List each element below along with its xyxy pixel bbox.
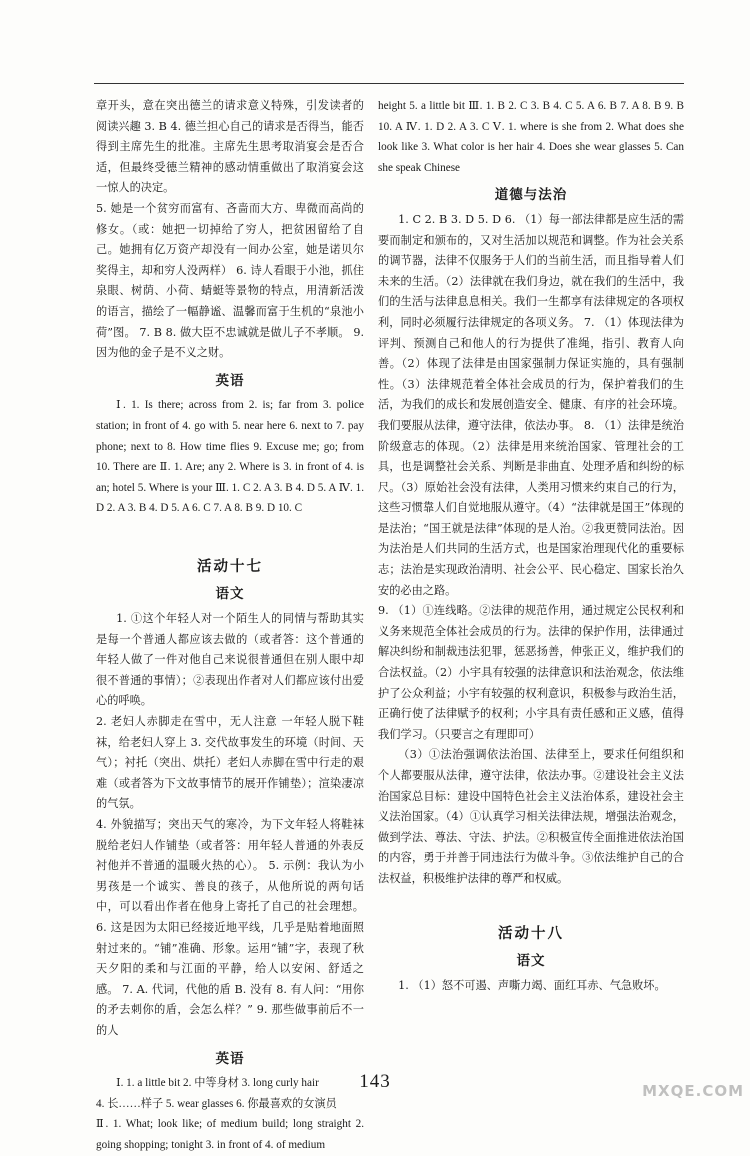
english-answers: Ⅰ. 1. a little bit 2. 中等身材 3. long curly hair [116,1077,319,1090]
english-answers: Ⅱ. 1. What; look like; of medium build; long straight 2. going shopping; tonight 3. in front of 4. of medium [96,1118,364,1151]
english-answers: height 5. a little bit Ⅲ. 1. B 2. C 3. B 4. C 5. A 6. B 7. A 8. B 9. B 10. A Ⅳ. 1. D 2. A 3. C Ⅴ. 1. where is she from 2. What does she look like 3. What color is her hair 4. Does she wear glasses 5. Can she speak Chinese [378,100,684,174]
answer-paragraph: 章开头，意在突出德兰的请求意义特殊，引发读者的阅读兴趣 3. B 4. 德兰担心自己的请求是否得当，能否得到主席先生的批准。主席先生思考取消宴会是否合适，但最终受德兰精神的感动情重做出了取消宴会这一惊人的决定。 [96,99,364,195]
section-heading-chinese: 语文 [516,953,546,970]
answer-paragraph: （3）①法治强调依法治国、法律至上，要求任何组织和个人都要服从法律，遵守法律，依法办事。②建设社会主义法治国家总目标：建设中国特色社会主义法治体系，建设社会主义法治国家。（4）①认真学习相关法律法规，增强法治观念，做到学法、尊法、守法、护法。②积极宣传全面推进依法治国的内容，勇于并善于同违法行为做斗争。③依法维护自己的合法权益，积极维护法律的尊严和权威。 [378,748,684,885]
section-heading-chinese: 语文 [215,586,245,603]
watermark-logo: MXQE.COM [642,1082,744,1100]
answer-paragraph: 1. （1）怒不可遏、声嘶力竭、面红耳赤、气急败坏。 [398,978,666,992]
english-answers: 4. 长……样子 5. wear glasses 6. 你最喜欢的女演员 [96,1097,337,1110]
answer-paragraph: 4. 外貌描写；突出天气的寒冷，为下文年轻人将鞋袜脱给老妇人作铺垫（或者答：用年轻人普通的外表反衬他并不普通的温暖火热的心）。 5. 示例：我认为小男孩是一个诚实、善良的孩子，从他所说的两句话中，可以看出作者在他身上寄托了自己的社会理想。 6. 这是因为太阳已经接近地平线，几乎是贴着地面照射过来的。“铺”准确、形象。运用“铺”字，表现了秋天夕阳的柔和与江面的平静，给人以安闲、舒适之感。 7. A. 代词，代他的盾 B. 没有 8. 有人问：“用你的矛去刺你的盾，会怎么样？” 9. 那些做事前后不一的人 [96,818,364,1037]
header-rule [94,83,684,84]
activity-heading: 活动十七 [197,557,263,575]
answer-paragraph: 1. ①这个年轻人对一个陌生人的同情与帮助其实是每一个普通人都应该去做的（或者答：这个普通的年轻人做了一件对他自己来说很普通但在别人眼中却很不普通的事情）；②表现出作者对人们都应该付出爱心的呼唤。 [96,612,364,708]
answer-paragraph: 5. 她是一个贫穷而富有、吝啬而大方、卑微而高尚的修女。（或：她把一切掉给了穷人，把贫困留给了自己。她拥有亿万资产却没有一间办公室，她是诺贝尔奖得主，却和穷人没两样） 6. 诗人看眼于小池，抓住泉眼、树荫、小荷、蜻蜓等景物的特点，用清新活泼的语言，描绘了一幅静谧、温馨而富于生机的“泉池小荷”图。 7. B 8. 做大臣不忠诚就是做儿子不孝顺。 9. 因为他的金子是不义之财。 [96,201,364,360]
section-heading-english: 英语 [215,1050,245,1067]
answer-paragraph: 9. （1）①连线略。②法律的规范作用，通过规定公民权利和义务来规范全体社会成员的行为。法律的保护作用，法律通过解决纠纷和制裁违法犯罪，惩恶扬善，伸张正义，维护我们的合法权益。（2）小宇具有较强的法律意识和法治观念，依法维护了公众利益；小宇有较强的权利意识，积极参与政治生活，正确行使了法律赋予的权利；小宇具有责任感和正义感，值得我们学习。（只要言之有理即可） [378,604,684,741]
right-column [378,96,684,996]
answer-paragraph: 2. 老妇人赤脚走在雪中，无人注意 一年轻人脱下鞋袜，给老妇人穿上 3. 交代故事发生的环境（时间、天气）；衬托（突出、烘托）老妇人赤脚在雪中行走的艰难（或者答为下文故事情节的展开作铺垫）；渲染凄凉的气氛。 [96,715,364,811]
section-heading-english: 英语 [215,372,245,389]
activity-heading: 活动十八 [498,924,564,942]
page-number: 143 [359,1071,391,1092]
section-heading-morality: 道德与法治 [494,187,568,204]
answer-paragraph: 1. C 2. B 3. D 5. D 6. （1）每一部法律都是应生活的需要而制定和颁布的，又对生活加以规范和调整。作为社会关系的调节器，法律不仅服务于人们的当前生活，而且指导着人们未来的生活。（2）法律就在我们身边，就在我们的生活中，我们的生活与法律息息相关。我们一生都享有法律规定的各项权利，同时必须履行法律规定的各项义务。 7. （1）体现法律为评判、预测自己和他人的行为提供了准绳，指引、教育人向善。（2）体现了法律是由国家强制力保证实施的，具有强制性。（3）法律规范着全体社会成员的行为，保护着我们的生活，为我们的成长和发展创造安全、健康、有序的社会环境。我们要服从法律，遵守法律，依法办事。 8. （1）法律是统治阶级意志的体现。（2）法律是用来统治国家、管理社会的工具，也是调整社会关系、判断是非曲直、处理矛盾和纠纷的标尺。（3）原始社会没有法律，人类用习惯来约束自己的行为，这些习惯靠人们自觉地服从遵守。（4）“法律就是国王”体现的是法治；“国王就是法律”体现的是人治。②我更赞同法治。因为法治是人们共同的生活方式，也是国家治理现代化的重要标志；法治是实现政治清明、社会公平、民心稳定、国家长治久安的必由之路。 [378,212,684,597]
english-answers: Ⅰ. 1. Is there; across from 2. is; far from 3. police station; in front of 4. go with 5. near here 6. next to 7. pay phone; next to 8. How time flies 9. Excuse me; go; from 10. There are Ⅱ. 1. Are; any 2. Where is 3. in front of 4. is an; hotel 5. Where is your Ⅲ. 1. C 2. A 3. B 4. D 5. A Ⅳ. 1. D 2. A 3. B 4. D 5. A 6. C 7. A 8. B 9. D 10. C [96,399,364,515]
left-column [96,96,364,1156]
